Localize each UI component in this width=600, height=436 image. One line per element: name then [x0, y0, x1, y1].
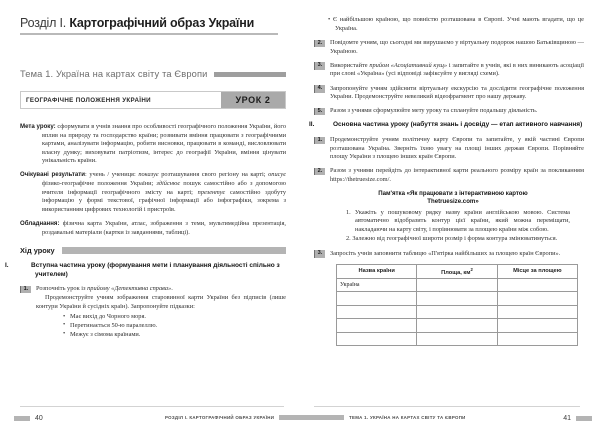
footer-decoration-block [14, 416, 30, 421]
list-item: Залежно від географічної широти розмір і форма контура змінюватимуться. [352, 235, 558, 242]
cell-rank[interactable] [497, 319, 577, 333]
memo-instruction-list [336, 209, 570, 244]
cell-area[interactable] [417, 305, 497, 319]
column-header-area [417, 264, 497, 278]
list-item: • Межує з сімома країнами. [63, 331, 286, 340]
page-footer [0, 406, 600, 436]
column-header-rank: Місце за площею [497, 264, 577, 278]
cell-rank[interactable] [497, 305, 577, 319]
step-item [314, 107, 584, 116]
step-item [314, 250, 584, 259]
right-page [300, 0, 600, 436]
table-header-row [337, 264, 578, 278]
step-content [36, 285, 286, 339]
lesson-goal [20, 123, 286, 166]
footer-decoration-block [576, 416, 592, 421]
part-one-heading [5, 262, 286, 279]
lesson-flow-bar [62, 247, 286, 254]
cell-rank[interactable] [497, 332, 577, 346]
step-number: 2. [314, 40, 325, 48]
result-verb-2: описує [268, 171, 286, 179]
step-content [330, 62, 584, 79]
step-pre-text: Використайте [330, 61, 370, 69]
step-item [314, 167, 584, 184]
chapter-title-text: Картографічний образ України [69, 16, 255, 30]
step-content: Запропонуйте учням здійснити віртуальну екскурсію та дослідити географічне положення України. Продемонструйте невеликий відеофрагмент про нашу державу. [330, 84, 584, 101]
expected-results-intro: : учень / учениця: [85, 171, 139, 179]
part-two-heading [309, 121, 584, 130]
chapter-heading [20, 16, 286, 30]
step-number: 3. [314, 250, 325, 258]
part-two-numeral: II. [309, 121, 315, 129]
list-item: • Перетинається 50-ю паралеллю. [63, 322, 286, 331]
equipment-label: Обладнання: [20, 219, 60, 227]
cell-country[interactable] [337, 319, 417, 333]
lesson-goal-label: Мета уроку: [20, 123, 56, 130]
memo-title-line-2: Thetruesize.com» [427, 198, 479, 206]
step-content: Повідомте учням, що сьогодні ми вирушаємо у віртуальну подорож нашою Батьківщиною — Україною. [330, 39, 584, 55]
step-technique-name: прийом «Асоціативний кущ» [369, 61, 448, 69]
page-number-right: 41 [563, 415, 571, 422]
column-header-area-exponent: 2 [470, 266, 473, 272]
cell-country[interactable]: Україна [337, 278, 417, 292]
largest-countries-table [336, 264, 578, 347]
memo-box [314, 190, 584, 244]
result-text-1: розташування свого регіону на карті; [158, 171, 269, 179]
equipment [20, 220, 286, 237]
column-header-area-text: Площа, км [441, 269, 471, 276]
cell-country[interactable] [337, 292, 417, 306]
cell-area[interactable] [417, 319, 497, 333]
result-text-4: самостійно здобуту інформацію у формі текстової, графічної інформації або інфографіки, зокрема з використанням цифрових технологій і пристроїв. [42, 188, 286, 213]
result-verb-1: показує [138, 171, 159, 179]
equipment-text: фізична карта України, атлас, зображення з теми, мультимедійна презентація, роздавальні матеріали (картки із завданнями, таблиці). [42, 219, 286, 236]
lesson-number-badge: УРОК 2 [221, 92, 285, 108]
cell-area[interactable] [417, 332, 497, 346]
column-header-country: Назва країни [337, 264, 417, 278]
chapter-number: Розділ I. [20, 16, 67, 30]
footer-rule-right [314, 406, 580, 407]
step-item [20, 285, 286, 339]
continued-bullet: • Є найбільшою країною, що повністю розташована в Європі. Учні мають вгадати, що це Україна. [328, 16, 584, 32]
step-content: Запросіть учнів заповнити таблицю «П'ятірка найбільших за площею країн Європи». [330, 249, 561, 257]
running-head-right: ТЕМА 1. УКРАЇНА НА КАРТАХ СВІТУ ТА ЄВРОПИ [349, 415, 466, 420]
expected-results [20, 171, 286, 214]
table-row[interactable] [337, 278, 578, 292]
result-text-3: пошук самостійно або з допомогою вчителя інформації географічного змісту на карті; [42, 180, 287, 196]
cell-rank[interactable] [497, 278, 577, 292]
theme-label: Тема 1. Україна на картах світу та Європи [20, 69, 208, 79]
step-item [314, 62, 584, 79]
chapter-rule [20, 33, 278, 35]
result-verb-3: здійснює [156, 180, 181, 188]
lesson-goal-text: сформувати в учнів знання про особливості географічного положення України, його вплив на природу та господарство країни; розвивати вміння працювати з географічними картами, аналізувати інформацію, робити висновки, працювати в команді, висловлювати власну думку; виховувати патріотизм, інтерес до географії України, вміння цінувати унікальність країни. [42, 123, 286, 165]
table-container [314, 264, 584, 347]
hint-bullet-list [36, 313, 286, 339]
footer-decoration-block [279, 415, 334, 420]
page-number-left: 40 [35, 415, 43, 422]
result-verb-4: презентує [197, 188, 226, 196]
step-lead-tail: . [171, 285, 173, 293]
cell-rank[interactable] [497, 292, 577, 306]
step-item [314, 85, 584, 102]
footer-left-running-head [165, 415, 334, 420]
list-item: Укажіть у пошуковому рядку назву країни англійською мовою. Система автоматично відобразить контур цієї країни, який можна переміщати, накладаючи на карту світу, і порівнювати за площею країни між собою. [354, 208, 570, 233]
step-content: Разом з учнями перейдіть до інтерактивної карти реального розміру країн за покликанням https://thetruesize.com/. [330, 167, 584, 183]
cell-country[interactable] [337, 305, 417, 319]
memo-title [336, 190, 570, 207]
footer-decoration-block [328, 415, 344, 420]
expected-results-label: Очікувані результати [20, 171, 85, 179]
table-row[interactable] [337, 292, 578, 306]
part-one-title: Вступна частина уроку (формування мети і планування діяльності спільно з учителем) [31, 262, 280, 278]
theme-row [20, 69, 286, 79]
footer-rule-left [20, 406, 284, 407]
step-technique-name: прийому «Детективна справа» [87, 285, 172, 293]
table-row[interactable] [337, 319, 578, 333]
theme-decoration-bar [214, 72, 286, 77]
table-row[interactable] [337, 332, 578, 346]
step-number: 5. [314, 108, 325, 116]
lesson-flow-section [20, 246, 286, 255]
step-item [314, 39, 584, 56]
table-row[interactable] [337, 305, 578, 319]
cell-country[interactable] [337, 332, 417, 346]
part-one-numeral: I. [5, 262, 9, 270]
result-text-2: фізико-географічне положення України; [42, 180, 157, 188]
lesson-header-bar [20, 91, 286, 109]
running-head-left: РОЗДІЛ I. КАРТОГРАФІЧНИЙ ОБРАЗ УКРАЇНИ [165, 415, 275, 420]
step-number: 4. [314, 85, 325, 93]
footer-right-page [563, 415, 592, 422]
step-content: Разом з учнями сформулюйте мету уроку та сплануйте подальшу діяльність. [330, 107, 538, 115]
cell-area[interactable] [417, 292, 497, 306]
list-item: • Має вихід до Чорного моря. [63, 313, 286, 322]
step-item [314, 136, 584, 162]
step-number: 1. [20, 286, 31, 294]
step-number: 2. [314, 168, 325, 176]
memo-title-line-1: Пам'ятка «Як працювати з інтерактивною картою [378, 189, 528, 197]
step-lead-text: Розпочніть урок із [36, 285, 88, 293]
step-post-text: і запитайте в учнів, які в них виникають асоціації при слові «Україна» (усі відповіді зафіксуйте у вигляді схеми). [330, 61, 584, 78]
cell-area[interactable] [417, 278, 497, 292]
part-two-title: Основна частина уроку (набуття знань і досвіду — етап активного навчання) [333, 121, 583, 129]
step-content: Продемонструйте учням політичну карту Європи та запитайте, у якій частині Європи розташована Україна. Зверніть їхню увагу на площі інших держав Європи. Порівняйте площу України з площею інших країн Європи. [330, 135, 584, 161]
lesson-title: ГЕОГРАФІЧНЕ ПОЛОЖЕННЯ УКРАЇНИ [21, 92, 221, 108]
step-body-text: Продемонструйте учням зображення старовинної карти України без підписів (лише контури України й сусідніх країн). Запропонуйте підказки: [36, 293, 286, 310]
step-number: 1. [314, 137, 325, 145]
footer-left-page [14, 415, 43, 422]
footer-right-running-head [328, 415, 466, 420]
step-number: 3. [314, 62, 325, 70]
lesson-flow-label: Хід уроку [20, 246, 55, 256]
continued-bullet-text: Є найбільшою країною, що повністю розташована в Європі. Учні мають вгадати, що це Україна. [332, 16, 584, 32]
